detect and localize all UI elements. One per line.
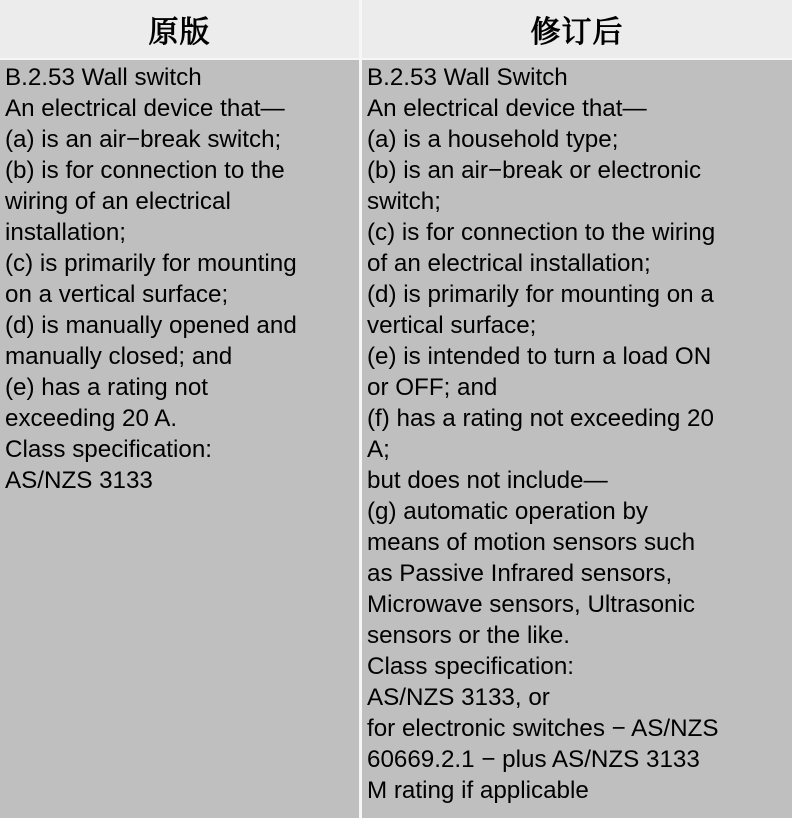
revised-text-line: (d) is primarily for mounting on a (367, 281, 714, 308)
revised-text-line: for electronic switches − AS/NZS (367, 715, 719, 742)
revised-text-line: sensors or the like. (367, 622, 570, 649)
revised-text-line: of an electrical installation; (367, 250, 651, 277)
original-text-line: (d) is manually opened and (5, 312, 297, 339)
revised-text-line: (c) is for connection to the wiring (367, 219, 716, 246)
original-text-line: An electrical device that— (5, 95, 285, 122)
original-text-line: B.2.53 Wall switch (5, 64, 202, 91)
revised-text-line: vertical surface; (367, 312, 537, 339)
original-text-line: AS/NZS 3133 (5, 467, 153, 494)
original-text-line: (e) has a rating not (5, 374, 209, 401)
revised-text-line: or OFF; and (367, 374, 498, 401)
original-text-line: on a vertical surface; (5, 281, 229, 308)
revised-text-line: means of motion sensors such (367, 529, 696, 556)
revised-text-line: M rating if applicable (367, 777, 589, 804)
revised-text-line: (f) has a rating not exceeding 20 (367, 405, 714, 432)
revised-text-line: switch; (367, 188, 441, 215)
revised-text-line: B.2.53 Wall Switch (367, 64, 568, 91)
revised-text-line: (g) automatic operation by (367, 498, 648, 525)
original-text-line: wiring of an electrical (5, 188, 231, 215)
revised-text-line: but does not include— (367, 467, 608, 494)
revised-text-line: 60669.2.1 − plus AS/NZS 3133 (367, 746, 700, 773)
original-text-line: (b) is for connection to the (5, 157, 285, 184)
revised-text-line: An electrical device that— (367, 95, 647, 122)
original-text-line: (c) is primarily for mounting (5, 250, 297, 277)
revised-text-line: Microwave sensors, Ultrasonic (367, 591, 695, 618)
original-text-line: exceeding 20 A. (5, 405, 178, 432)
original-text-line: Class specification: (5, 436, 213, 463)
header-revised: 修订后 (362, 0, 792, 58)
revised-text-line: A; (367, 436, 390, 463)
revised-text-line: AS/NZS 3133, or (367, 684, 550, 711)
revised-text-line: (a) is a household type; (367, 126, 619, 153)
original-text-line: manually closed; and (5, 343, 233, 370)
original-text-line: (a) is an air−break switch; (5, 126, 282, 153)
revised-text-line: (e) is intended to turn a load ON (367, 343, 712, 370)
revised-text-cell (362, 60, 792, 818)
original-text-cell (0, 60, 359, 818)
revised-text-line: (b) is an air−break or electronic (367, 157, 702, 184)
header-original: 原版 (0, 0, 359, 58)
original-text-line: installation; (5, 219, 127, 246)
revised-text-line: as Passive Infrared sensors, (367, 560, 673, 587)
revised-text-line: Class specification: (367, 653, 575, 680)
